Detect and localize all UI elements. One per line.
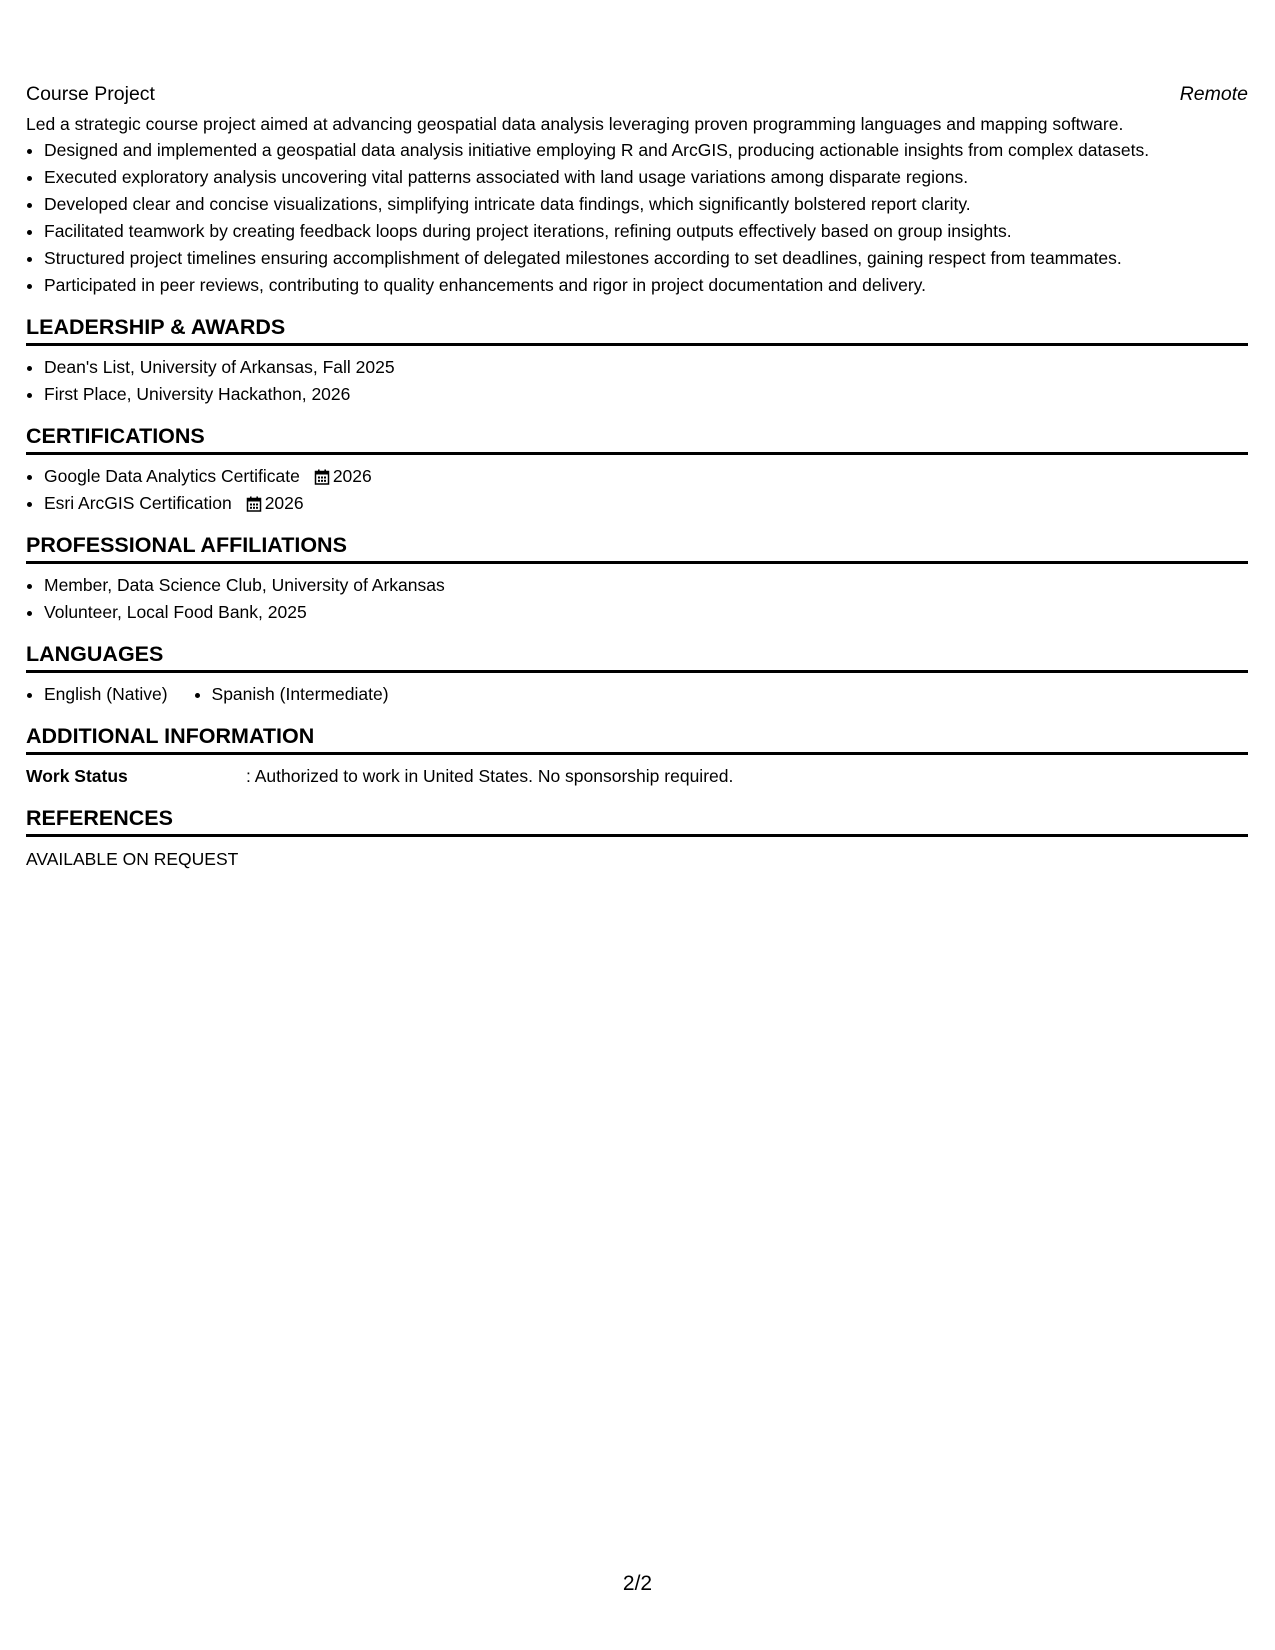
- list-item: • Dean's List, University of Arkansas, Fall 2025: [44, 354, 1248, 381]
- certifications-section: [26, 422, 1248, 517]
- certification-name: Google Data Analytics Certificate: [44, 466, 300, 486]
- info-row: [26, 763, 1248, 790]
- project-bullet: • Executed exploratory analysis uncovering vital patterns associated with land usage variations among disparate regions.: [44, 164, 1248, 191]
- affiliations-heading: PROFESSIONAL AFFILIATIONS: [26, 531, 1248, 564]
- certification-year: 2026: [332, 466, 372, 486]
- leadership-heading: LEADERSHIP & AWARDS: [26, 313, 1248, 346]
- project-title: Course Project: [26, 83, 155, 105]
- languages-list: [26, 681, 1248, 708]
- languages-section: [26, 640, 1248, 708]
- project-location: Remote: [1179, 83, 1248, 105]
- info-key: Work Status: [26, 766, 128, 786]
- certifications-heading: CERTIFICATIONS: [26, 422, 1248, 455]
- project-bullet: • Developed clear and concise visualizations, simplifying intricate data findings, which significantly bolstered report clarity.: [44, 191, 1248, 218]
- additional-section: [26, 722, 1248, 790]
- list-item: [44, 490, 1248, 517]
- project-bullet: • Facilitated teamwork by creating feedback loops during project iterations, refining outputs effectively based on group insights.: [44, 218, 1248, 245]
- project-bullets: [26, 137, 1248, 299]
- calendar-icon: [246, 496, 262, 512]
- list-item: • Member, Data Science Club, University of Arkansas: [44, 572, 1248, 599]
- certification-name: Esri ArcGIS Certification: [44, 493, 232, 513]
- project-bullet: • Participated in peer reviews, contributing to quality enhancements and rigor in project documentation and delivery.: [44, 272, 1248, 299]
- references-section: [26, 804, 1248, 873]
- project-header: [26, 80, 1248, 108]
- leadership-section: [26, 313, 1248, 408]
- language-item: • English (Native): [44, 681, 168, 708]
- info-value: : Authorized to work in United States. No sponsorship required.: [246, 766, 734, 786]
- list-item: [44, 463, 1248, 490]
- references-text: AVAILABLE ON REQUEST: [26, 849, 239, 869]
- page-number: 2/2: [622, 1572, 653, 1595]
- languages-heading: LANGUAGES: [26, 640, 1248, 673]
- project-bullet: • Structured project timelines ensuring accomplishment of delegated milestones according to set deadlines, gaining respect from teammates.: [44, 245, 1248, 272]
- list-item: • Volunteer, Local Food Bank, 2025: [44, 599, 1248, 626]
- project-bullet: • Designed and implemented a geospatial data analysis initiative employing R and ArcGIS, producing actionable insights from complex datasets.: [44, 137, 1248, 164]
- calendar-icon: [314, 469, 330, 485]
- language-item: • Spanish (Intermediate): [212, 681, 389, 708]
- leadership-list: [26, 354, 1248, 408]
- certifications-list: [26, 463, 1248, 517]
- references-heading: REFERENCES: [26, 804, 1248, 837]
- project-description: Led a strategic course project aimed at advancing geospatial data analysis leveraging proven programming languages and mapping software.: [26, 114, 1124, 134]
- certification-year: 2026: [264, 493, 304, 513]
- list-item: • First Place, University Hackathon, 2026: [44, 381, 1248, 408]
- affiliations-list: [26, 572, 1248, 626]
- additional-heading: ADDITIONAL INFORMATION: [26, 722, 1248, 755]
- affiliations-section: [26, 531, 1248, 626]
- resume-page: [26, 80, 1248, 873]
